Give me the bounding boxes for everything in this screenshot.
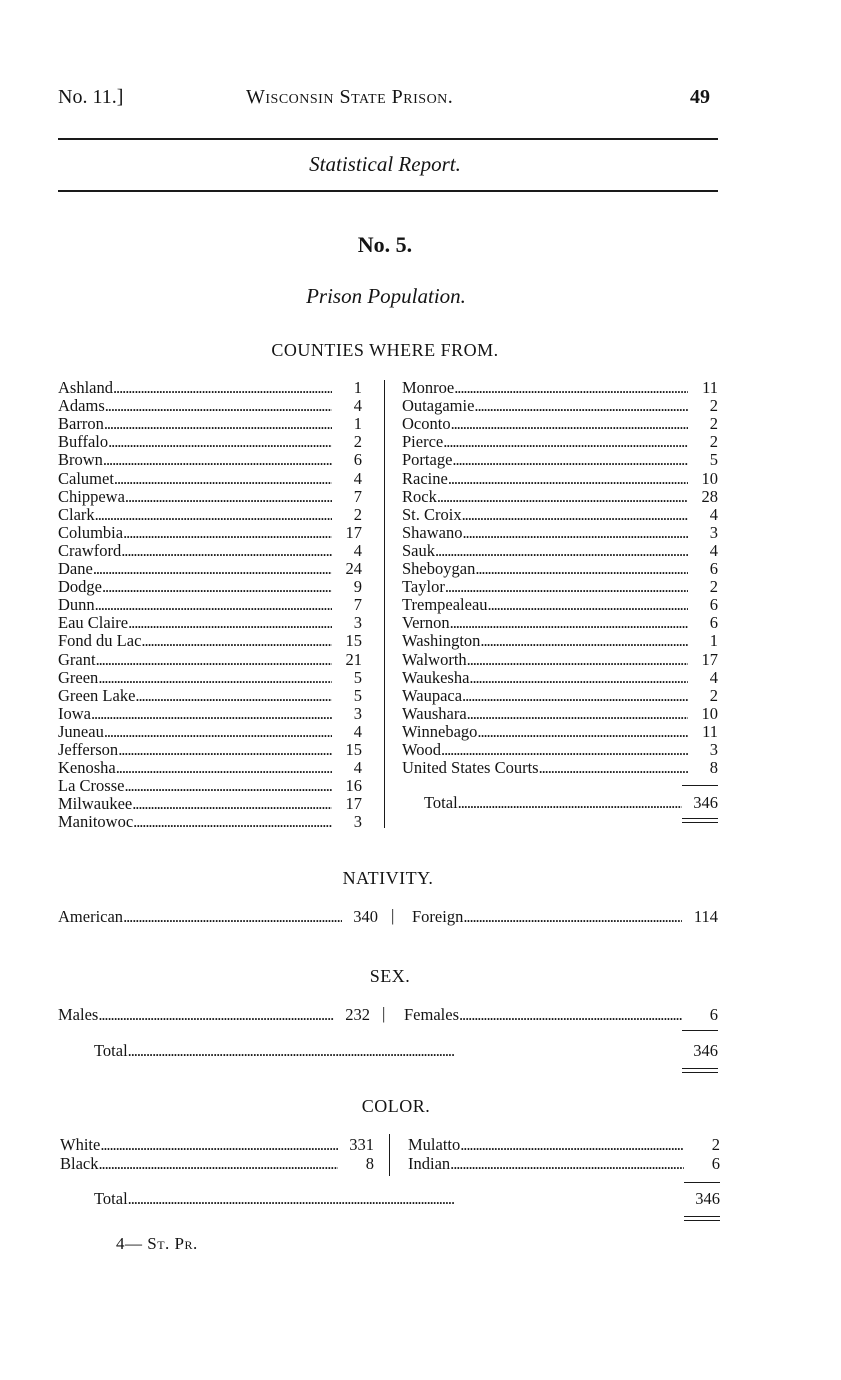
dot-leader bbox=[474, 397, 688, 415]
county-name: Columbia bbox=[58, 522, 124, 542]
county-count: 4 bbox=[709, 667, 718, 687]
county-row bbox=[402, 632, 718, 650]
county-name: Clark bbox=[58, 504, 95, 524]
sex-females-leader bbox=[459, 1006, 682, 1024]
color-white-value: 331 bbox=[349, 1135, 374, 1154]
county-name: Green bbox=[58, 667, 99, 687]
county-count: 11 bbox=[702, 378, 718, 397]
county-count: 28 bbox=[701, 486, 718, 506]
color-white-row bbox=[60, 1136, 374, 1154]
dot-leader bbox=[128, 614, 332, 632]
dot-leader bbox=[113, 379, 332, 397]
nativity-american-value: 340 bbox=[353, 907, 378, 926]
county-count: 4 bbox=[353, 758, 362, 778]
counties-total-double-rule-2 bbox=[682, 822, 718, 823]
dot-leader bbox=[448, 470, 688, 488]
color-total-label: Total bbox=[94, 1189, 128, 1208]
county-name: Monroe bbox=[402, 378, 455, 397]
counties-divider bbox=[384, 380, 385, 828]
color-total-value: 346 bbox=[695, 1189, 720, 1208]
county-name: Green Lake bbox=[58, 685, 136, 705]
nativity-american-leader bbox=[123, 908, 342, 926]
county-count: 9 bbox=[353, 577, 362, 597]
dot-leader bbox=[104, 415, 332, 433]
county-row bbox=[402, 741, 718, 759]
county-count: 5 bbox=[709, 450, 718, 470]
county-count: 2 bbox=[709, 414, 718, 434]
county-name: La Crosse bbox=[58, 776, 125, 796]
dot-leader bbox=[124, 777, 332, 795]
county-count: 6 bbox=[353, 450, 362, 470]
color-black-value: 8 bbox=[365, 1154, 374, 1173]
county-name: Kenosha bbox=[58, 758, 116, 778]
counties-total-rule bbox=[682, 785, 718, 786]
nativity-foreign-row bbox=[412, 908, 718, 926]
dot-leader bbox=[123, 524, 332, 542]
county-name: Taylor bbox=[402, 577, 445, 597]
county-name: Racine bbox=[402, 468, 448, 488]
county-name: Sauk bbox=[402, 540, 435, 560]
color-total-double-rule-2 bbox=[684, 1220, 720, 1221]
color-indian-row bbox=[408, 1155, 720, 1173]
page-number: 49 bbox=[690, 86, 710, 108]
county-count: 21 bbox=[345, 649, 362, 669]
dot-leader bbox=[469, 669, 688, 687]
color-total-rule bbox=[684, 1182, 720, 1183]
header-rule-top bbox=[58, 138, 718, 140]
dot-leader bbox=[488, 596, 688, 614]
county-count: 1 bbox=[709, 631, 718, 651]
county-row bbox=[402, 542, 718, 560]
county-name: Jefferson bbox=[58, 740, 119, 759]
county-count: 1 bbox=[353, 378, 362, 397]
county-row bbox=[58, 415, 362, 433]
dot-leader bbox=[95, 506, 332, 524]
county-count: 10 bbox=[701, 703, 718, 723]
footer-signature: 4— St. Pr. bbox=[116, 1234, 198, 1253]
dot-leader bbox=[141, 632, 332, 650]
county-count: 4 bbox=[353, 721, 362, 741]
dot-leader bbox=[452, 451, 688, 469]
dot-leader bbox=[105, 397, 332, 415]
county-row bbox=[402, 669, 718, 687]
color-black-row bbox=[60, 1155, 374, 1173]
sex-females-value: 6 bbox=[709, 1005, 718, 1024]
county-count: 17 bbox=[345, 522, 362, 542]
color-black-label: Black bbox=[60, 1154, 99, 1173]
county-count: 6 bbox=[709, 595, 718, 615]
table-number: No. 5. bbox=[357, 232, 413, 257]
county-count: 4 bbox=[709, 540, 718, 560]
county-name: Juneau bbox=[58, 721, 104, 741]
dot-leader bbox=[135, 687, 332, 705]
county-count: 2 bbox=[353, 432, 362, 452]
county-row bbox=[402, 379, 718, 397]
county-name: Dunn bbox=[58, 595, 95, 615]
county-count: 2 bbox=[709, 432, 718, 452]
county-row bbox=[58, 379, 362, 397]
report-title: Statistical Report. bbox=[309, 152, 461, 176]
sex-males-leader bbox=[98, 1006, 334, 1024]
county-count: 2 bbox=[709, 577, 718, 597]
dot-leader bbox=[441, 741, 688, 759]
county-count: 15 bbox=[345, 740, 362, 759]
county-count: 4 bbox=[353, 468, 362, 488]
nativity-foreign-value: 114 bbox=[693, 907, 718, 926]
county-row bbox=[58, 759, 362, 777]
sex-males-label: Males bbox=[58, 1005, 99, 1024]
county-count: 16 bbox=[345, 776, 362, 796]
color-total-double-rule-1 bbox=[684, 1216, 720, 1217]
county-name: Walworth bbox=[402, 649, 467, 669]
counties-left-column bbox=[58, 379, 362, 839]
county-name: Eau Claire bbox=[58, 613, 129, 633]
dot-leader bbox=[463, 524, 689, 542]
county-name: Dodge bbox=[58, 577, 102, 597]
county-count: 6 bbox=[709, 613, 718, 633]
color-white-leader bbox=[100, 1136, 338, 1154]
sex-females-label: Females bbox=[404, 1005, 459, 1024]
dot-leader bbox=[133, 813, 332, 831]
sex-total-label: Total bbox=[94, 1041, 128, 1060]
county-name: Vernon bbox=[402, 613, 450, 633]
county-count: 4 bbox=[353, 540, 362, 560]
county-count: 10 bbox=[701, 468, 718, 488]
dot-leader bbox=[477, 723, 688, 741]
color-divider bbox=[389, 1134, 390, 1176]
county-count: 15 bbox=[345, 631, 362, 651]
county-row bbox=[402, 524, 718, 542]
county-row bbox=[402, 506, 718, 524]
counties-total-value: 346 bbox=[693, 793, 718, 812]
county-row bbox=[402, 451, 718, 469]
county-name: Crawford bbox=[58, 540, 122, 560]
county-name: Grant bbox=[58, 649, 96, 669]
county-row bbox=[58, 578, 362, 596]
county-name: Winnebago bbox=[402, 721, 478, 741]
county-count: 3 bbox=[353, 613, 362, 633]
county-row bbox=[402, 705, 718, 723]
nativity-foreign-label: Foreign bbox=[412, 907, 464, 926]
color-indian-label: Indian bbox=[408, 1154, 451, 1173]
county-name: Iowa bbox=[58, 703, 91, 723]
county-row bbox=[58, 433, 362, 451]
color-total-leader bbox=[128, 1190, 684, 1208]
color-mulatto-row bbox=[408, 1136, 720, 1154]
county-name: Waupaca bbox=[402, 685, 463, 705]
county-name: Outagamie bbox=[402, 396, 475, 416]
nativity-american-label: American bbox=[58, 907, 124, 926]
county-row bbox=[402, 433, 718, 451]
dot-leader bbox=[98, 669, 332, 687]
dot-leader bbox=[103, 451, 332, 469]
sex-heading: SEX. bbox=[369, 966, 411, 986]
dot-leader bbox=[116, 759, 332, 777]
county-row bbox=[402, 560, 718, 578]
county-row bbox=[58, 687, 362, 705]
county-row bbox=[58, 614, 362, 632]
dot-leader bbox=[114, 470, 332, 488]
counties-total-leader bbox=[458, 794, 682, 812]
counties-heading: COUNTIES WHERE FROM. bbox=[271, 340, 499, 360]
county-row bbox=[402, 596, 718, 614]
county-count: 7 bbox=[353, 486, 362, 506]
dot-leader bbox=[132, 795, 332, 813]
dot-leader bbox=[93, 560, 332, 578]
county-row bbox=[58, 723, 362, 741]
county-count: 4 bbox=[353, 396, 362, 416]
sex-separator: | bbox=[382, 1004, 386, 1023]
dot-leader bbox=[437, 488, 688, 506]
sex-total-rule bbox=[682, 1030, 718, 1031]
color-black-leader bbox=[99, 1155, 339, 1173]
color-heading: COLOR. bbox=[361, 1096, 431, 1116]
county-row bbox=[58, 705, 362, 723]
counties-right-column bbox=[402, 379, 718, 799]
county-row bbox=[58, 813, 362, 831]
dot-leader bbox=[435, 542, 688, 560]
table-title: Prison Population. bbox=[306, 284, 466, 308]
county-row bbox=[402, 578, 718, 596]
county-row bbox=[58, 524, 362, 542]
county-count: 2 bbox=[709, 396, 718, 416]
header-left: No. 11.] bbox=[58, 86, 124, 108]
county-row bbox=[58, 777, 362, 795]
sex-total-row bbox=[94, 1042, 718, 1060]
color-mulatto-leader bbox=[460, 1136, 684, 1154]
county-row bbox=[402, 397, 718, 415]
sex-total-double-rule-2 bbox=[682, 1072, 718, 1073]
nativity-heading: NATIVITY. bbox=[342, 868, 434, 888]
county-name: Ashland bbox=[58, 378, 113, 397]
county-name: Oconto bbox=[402, 414, 451, 434]
color-mulatto-label: Mulatto bbox=[408, 1135, 461, 1154]
county-row bbox=[402, 614, 718, 632]
county-name: Buffalo bbox=[58, 432, 109, 452]
county-count: 3 bbox=[709, 522, 718, 542]
county-row bbox=[58, 397, 362, 415]
county-row bbox=[58, 451, 362, 469]
county-name: Milwaukee bbox=[58, 794, 133, 814]
county-name: Washington bbox=[402, 631, 481, 651]
county-count: 2 bbox=[353, 504, 362, 524]
county-name: St. Croix bbox=[402, 504, 462, 524]
dot-leader bbox=[445, 578, 688, 596]
county-name: Waukesha bbox=[402, 667, 470, 687]
sex-total-leader bbox=[128, 1042, 682, 1060]
dot-leader bbox=[475, 560, 688, 578]
dot-leader bbox=[104, 723, 332, 741]
county-name: United States Courts bbox=[402, 758, 539, 778]
county-row bbox=[402, 687, 718, 705]
dot-leader bbox=[96, 651, 332, 669]
county-name: Trempealeau bbox=[402, 595, 488, 615]
county-row bbox=[58, 632, 362, 650]
county-count: 2 bbox=[709, 685, 718, 705]
counties-total-double-rule-1 bbox=[682, 818, 718, 819]
dot-leader bbox=[454, 379, 688, 397]
dot-leader bbox=[467, 705, 688, 723]
sex-males-row bbox=[58, 1006, 370, 1024]
dot-leader bbox=[539, 759, 688, 777]
dot-leader bbox=[467, 651, 688, 669]
county-count: 17 bbox=[345, 794, 362, 814]
dot-leader bbox=[118, 741, 332, 759]
nativity-american-row bbox=[58, 908, 378, 926]
county-name: Barron bbox=[58, 414, 104, 434]
county-count: 3 bbox=[353, 703, 362, 723]
county-name: Pierce bbox=[402, 432, 444, 452]
county-count: 6 bbox=[709, 559, 718, 578]
dot-leader bbox=[108, 433, 332, 451]
county-count: 5 bbox=[353, 685, 362, 705]
county-row bbox=[402, 723, 718, 741]
sex-total-double-rule-1 bbox=[682, 1068, 718, 1069]
county-name: Rock bbox=[402, 486, 437, 506]
dot-leader bbox=[451, 415, 688, 433]
dot-leader bbox=[91, 705, 332, 723]
county-row bbox=[58, 741, 362, 759]
county-row bbox=[58, 596, 362, 614]
counties-total-row bbox=[424, 794, 718, 812]
county-name: Wood bbox=[402, 740, 442, 759]
county-name: Chippewa bbox=[58, 486, 125, 506]
counties-total-label: Total bbox=[424, 793, 458, 812]
county-row bbox=[58, 560, 362, 578]
dot-leader bbox=[450, 614, 688, 632]
county-row bbox=[58, 651, 362, 669]
dot-leader bbox=[480, 632, 688, 650]
dot-leader bbox=[102, 578, 332, 596]
county-row bbox=[58, 488, 362, 506]
county-name: Waushara bbox=[402, 703, 467, 723]
color-white-label: White bbox=[60, 1135, 101, 1154]
header-title: Wisconsin State Prison. bbox=[246, 86, 454, 108]
dot-leader bbox=[121, 542, 332, 560]
county-count: 1 bbox=[353, 414, 362, 434]
county-count: 3 bbox=[353, 812, 362, 832]
county-row bbox=[58, 506, 362, 524]
dot-leader bbox=[462, 687, 688, 705]
county-name: Sheboygan bbox=[402, 559, 476, 578]
county-name: Dane bbox=[58, 559, 93, 578]
color-indian-leader bbox=[450, 1155, 684, 1173]
county-name: Brown bbox=[58, 450, 103, 470]
county-row bbox=[402, 488, 718, 506]
county-name: Fond du Lac bbox=[58, 631, 142, 651]
county-row bbox=[402, 470, 718, 488]
sex-males-value: 232 bbox=[345, 1005, 370, 1024]
county-name: Shawano bbox=[402, 522, 463, 542]
header-rule-bottom bbox=[58, 190, 718, 192]
dot-leader bbox=[443, 433, 688, 451]
county-name: Portage bbox=[402, 450, 453, 470]
county-count: 7 bbox=[353, 595, 362, 615]
dot-leader bbox=[462, 506, 688, 524]
nativity-foreign-leader bbox=[463, 908, 682, 926]
color-indian-value: 6 bbox=[711, 1154, 720, 1173]
county-count: 17 bbox=[701, 649, 718, 669]
color-total-row bbox=[94, 1190, 720, 1208]
county-row bbox=[58, 542, 362, 560]
county-row bbox=[402, 651, 718, 669]
county-row bbox=[58, 795, 362, 813]
county-count: 3 bbox=[709, 740, 718, 759]
county-count: 24 bbox=[345, 559, 362, 578]
county-count: 11 bbox=[702, 721, 718, 741]
sex-females-row bbox=[404, 1006, 718, 1024]
county-count: 5 bbox=[353, 667, 362, 687]
county-count: 8 bbox=[709, 758, 718, 778]
county-name: Manitowoc bbox=[58, 812, 134, 832]
county-name: Calumet bbox=[58, 468, 114, 488]
county-count: 4 bbox=[709, 504, 718, 524]
dot-leader bbox=[125, 488, 332, 506]
sex-total-value: 346 bbox=[693, 1041, 718, 1060]
county-row bbox=[58, 669, 362, 687]
county-row bbox=[58, 470, 362, 488]
county-row bbox=[402, 415, 718, 433]
county-name: Adams bbox=[58, 396, 105, 416]
dot-leader bbox=[95, 596, 332, 614]
color-mulatto-value: 2 bbox=[711, 1135, 720, 1154]
county-row bbox=[402, 759, 718, 777]
nativity-separator: | bbox=[391, 906, 395, 925]
